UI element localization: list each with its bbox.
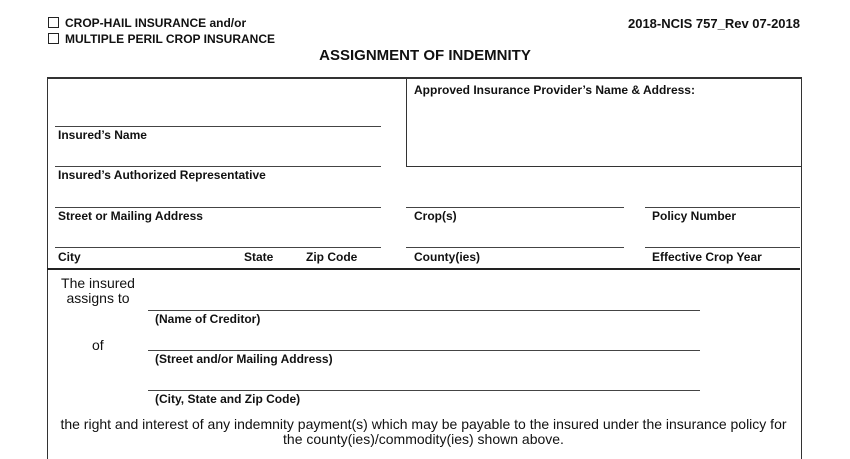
statement-line2: the county(ies)/commodity(ies) shown above. <box>283 431 564 447</box>
assigns-to-line2: assigns to <box>66 290 130 306</box>
zip-label: Zip Code <box>306 250 358 264</box>
creditor-city-label: (City, State and Zip Code) <box>155 392 301 406</box>
insured-name-label: Insured’s Name <box>58 128 147 142</box>
crops-line[interactable] <box>406 207 624 208</box>
authorized-rep-line[interactable] <box>55 166 381 167</box>
assigns-to-label <box>50 276 146 306</box>
checkbox-icon[interactable] <box>48 17 59 28</box>
counties-label: County(ies) <box>414 250 480 264</box>
page-title <box>0 47 850 64</box>
creditor-city-line[interactable] <box>148 390 700 391</box>
assignment-statement <box>47 417 800 447</box>
crops-label: Crop(s) <box>414 209 457 223</box>
city-label: City <box>58 250 81 264</box>
crop-hail-label: CROP-HAIL INSURANCE and/or <box>65 16 247 30</box>
multiple-peril-label: MULTIPLE PERIL CROP INSURANCE <box>65 32 276 46</box>
crop-year-label: Effective Crop Year <box>652 250 762 264</box>
counties-line[interactable] <box>406 247 624 248</box>
form-id: 2018-NCIS 757_Rev 07-2018 <box>627 16 800 31</box>
statement-line1: the right and interest of any indemnity payment(s) which may be payable to the insured under the insurance policy for <box>60 416 787 432</box>
section-divider <box>47 268 800 270</box>
assigns-to-line1: The insured <box>61 275 135 291</box>
creditor-address-line[interactable] <box>148 350 700 351</box>
city-line[interactable] <box>55 247 381 248</box>
street-label: Street or Mailing Address <box>58 209 203 223</box>
creditor-name-label: (Name of Creditor) <box>155 312 261 326</box>
checkbox-icon[interactable] <box>48 33 59 44</box>
creditor-name-line[interactable] <box>148 310 700 311</box>
insured-name-line[interactable] <box>55 126 381 127</box>
street-line[interactable] <box>55 207 381 208</box>
crop-hail-option[interactable] <box>48 16 246 30</box>
authorized-rep-label: Insured’s Authorized Representative <box>58 168 266 182</box>
multiple-peril-option[interactable] <box>48 32 275 46</box>
provider-label: Approved Insurance Provider’s Name & Address: <box>414 83 695 97</box>
creditor-address-label: (Street and/or Mailing Address) <box>155 352 333 366</box>
of-label: of <box>92 337 104 353</box>
policy-number-line[interactable] <box>645 207 800 208</box>
policy-number-label: Policy Number <box>652 209 737 223</box>
state-label: State <box>244 250 274 264</box>
crop-year-line[interactable] <box>645 247 800 248</box>
page-title-text: ASSIGNMENT OF INDEMNITY <box>319 47 531 64</box>
